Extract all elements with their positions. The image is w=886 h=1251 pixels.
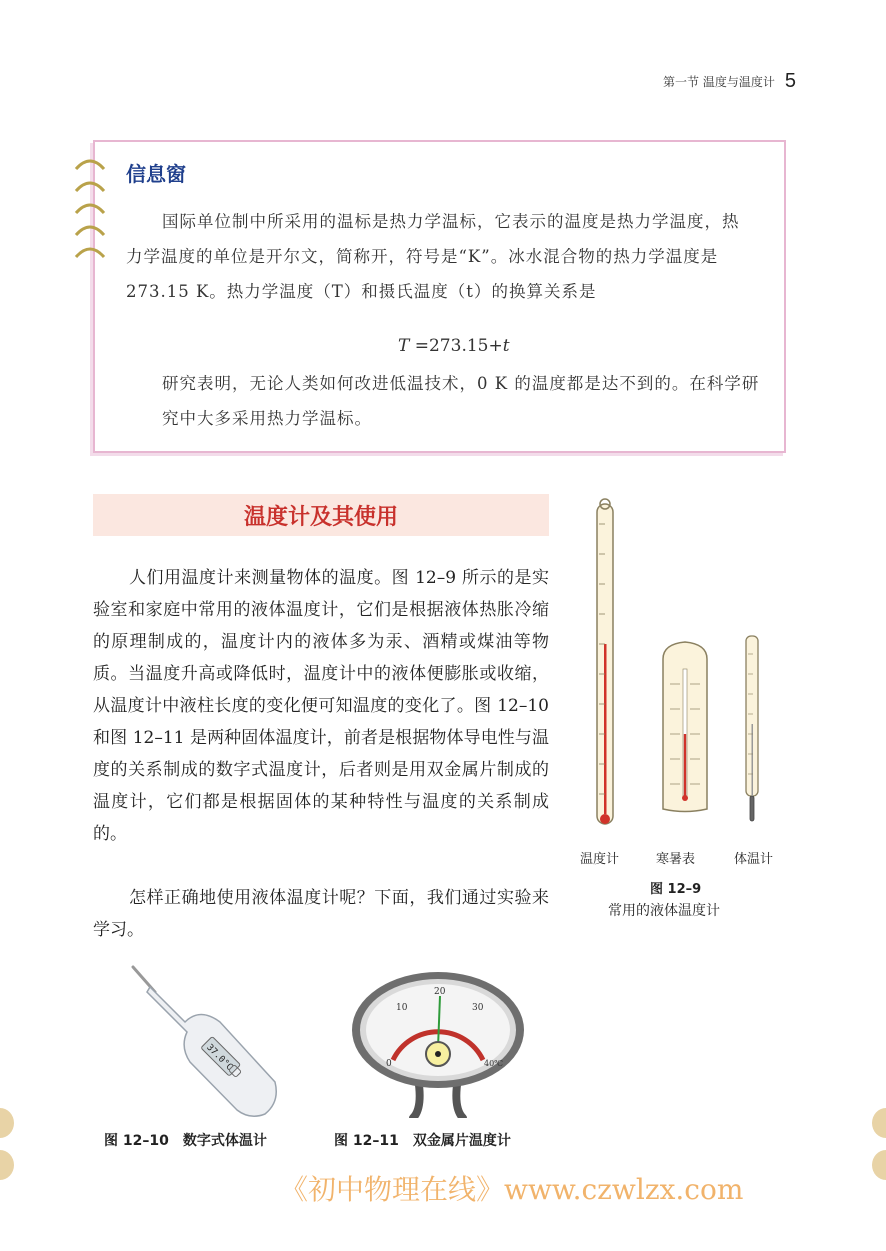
page-edge-mark bbox=[872, 1108, 886, 1138]
info-paragraph: 国际单位制中所采用的温标是热力学温标，它表示的温度是热力学温度，热力学温度的单位是开尔文，简称开，符号是“K”。冰水混合物的热力学温度是 273.15 K。热力学温度（T）和摄氏温度（t）的换算关系是 bbox=[126, 212, 740, 301]
dial-label-10: 10 bbox=[396, 1003, 408, 1013]
page-edge-mark bbox=[0, 1150, 14, 1180]
dial-label-20: 20 bbox=[434, 987, 446, 997]
digital-display: 37.0°C bbox=[204, 1042, 235, 1073]
label-thermometer: 温度计 bbox=[580, 852, 620, 867]
lab-thermometer-icon bbox=[597, 499, 613, 824]
digital-thermometer-icon bbox=[133, 967, 276, 1116]
bimetallic-thermometer-figure bbox=[348, 968, 528, 1118]
bimetallic-thermometer-icon bbox=[352, 972, 524, 1118]
figure-12-11-caption: 图 12–11 双金属片温度计 bbox=[334, 1133, 511, 1149]
formula-t: t bbox=[502, 336, 510, 356]
label-clinical-thermometer: 体温计 bbox=[734, 852, 774, 867]
page-header bbox=[663, 70, 796, 93]
figure-12-10-caption: 图 12–10 数字式体温计 bbox=[104, 1133, 267, 1149]
section-title: 温度计及其使用 bbox=[243, 505, 398, 530]
label-wall-thermometer: 寒暑表 bbox=[656, 852, 696, 867]
figure-12-9-caption: 常用的液体温度计 bbox=[608, 903, 720, 919]
body-paragraph: 人们用温度计来测量物体的温度。图 12–9 所示的是实验室和家庭中常用的液体温度计，它们是根据液体热胀冷缩的原理制成的，温度计内的液体多为汞、酒精或煤油等物质。当温度升高或降低时，温度计中的液体便膨胀或收缩，从温度计中液柱长度的变化便可知温度的变化了。图 12–10 和图 12–11 是两种固体温度计，前者是根据物体导电性与温度的关系制成的数字式温度计，后者则是用双金属片制成的温度计，它们都是根据固体的某种特性与温度的关系制成的。 bbox=[93, 568, 549, 844]
info-window-title: 信息窗 bbox=[126, 162, 186, 186]
binder-rings-icon bbox=[72, 155, 108, 265]
dial-label-0: 0 bbox=[386, 1059, 392, 1069]
body-paragraph-2: 怎样正确地使用液体温度计呢？下面，我们通过实验来学习。 bbox=[93, 888, 549, 940]
formula-mid: =273.15+ bbox=[409, 336, 503, 356]
page-number: 5 bbox=[784, 70, 796, 92]
info-paragraph-2: 研究表明，无论人类如何改进低温技术，0 K 的温度都是达不到的。在科学研究中大多采用热力学温标。 bbox=[162, 374, 760, 428]
formula-T: T bbox=[398, 336, 410, 356]
figure-12-9-number: 图 12–9 bbox=[650, 882, 702, 897]
page-edge-mark bbox=[872, 1150, 886, 1180]
section-label: 第一节 温度与温度计 bbox=[663, 75, 775, 89]
digital-thermometer-figure bbox=[125, 962, 285, 1122]
dial-label-30: 30 bbox=[472, 1003, 484, 1013]
conversion-formula bbox=[398, 336, 510, 356]
clinical-thermometer-icon bbox=[746, 636, 758, 821]
wall-thermometer-icon bbox=[663, 642, 707, 812]
page-edge-mark bbox=[0, 1108, 14, 1138]
dial-label-40: 40℃ bbox=[484, 1059, 504, 1068]
site-watermark: 《初中物理在线》www.czwlzx.com bbox=[280, 1173, 744, 1206]
